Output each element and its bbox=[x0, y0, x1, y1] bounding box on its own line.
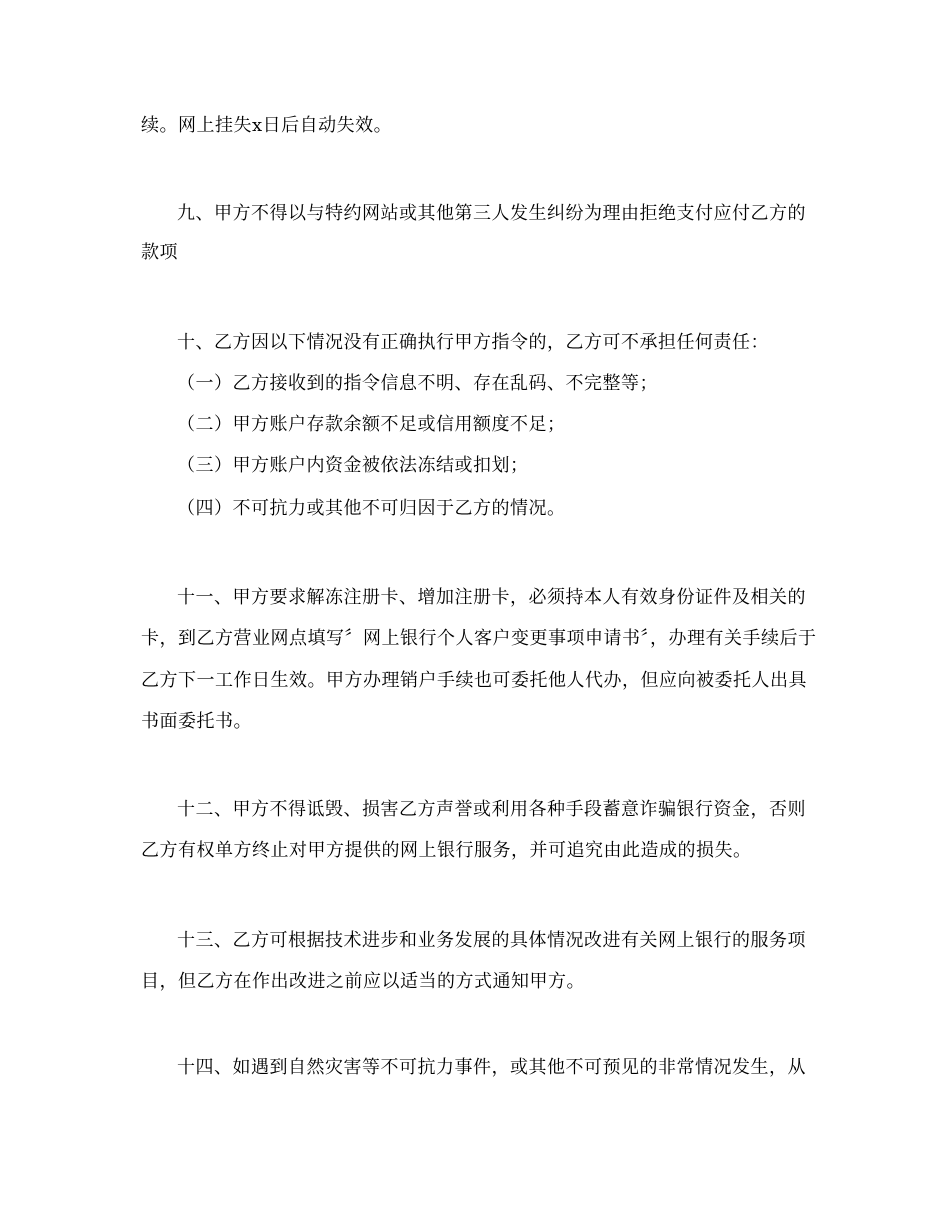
clause-11-line-2: 卡，到乙方营业网点填写〞网上银行个人客户变更事项申请书〞，办理有关手续后于 bbox=[141, 628, 817, 649]
continuation-text: 续。网上挂失x日后自动失效。 bbox=[141, 115, 393, 136]
clause-12-line-2: 乙方有权单方终止对甲方提供的网上银行服务，并可追究由此造成的损失。 bbox=[141, 840, 752, 861]
clause-10-item-2: （二）甲方账户存款余额不足或信用额度不足； bbox=[177, 414, 566, 435]
clause-13-line-2: 目，但乙方在作出改进之前应以适当的方式通知甲方。 bbox=[141, 971, 585, 992]
clause-10-item-1: （一）乙方接收到的指令信息不明、存在乱码、不完整等； bbox=[177, 373, 658, 394]
clause-11-line-1: 十一、甲方要求解冻注册卡、增加注册卡，必须持本人有效身份证件及相关的 bbox=[177, 587, 806, 608]
clause-9-line-2: 款项 bbox=[141, 242, 178, 263]
clause-14-line-1: 十四、如遇到自然灾害等不可抗力事件，或其他不可预见的非常情况发生，从 bbox=[177, 1057, 806, 1078]
clause-10-item-4: （四）不可抗力或其他不可归因于乙方的情况。 bbox=[177, 498, 566, 519]
clause-13-line-1: 十三、乙方可根据技术进步和业务发展的具体情况改进有关网上银行的服务项 bbox=[177, 930, 806, 951]
clause-12-line-1: 十二、甲方不得诋毁、损害乙方声誉或利用各种手段蓄意诈骗银行资金，否则 bbox=[177, 799, 806, 820]
clause-10-intro: 十、乙方因以下情况没有正确执行甲方指令的，乙方可不承担任何责任： bbox=[177, 332, 769, 353]
clause-11-line-4: 书面委托书。 bbox=[141, 711, 252, 732]
clause-10-item-3: （三）甲方账户内资金被依法冻结或扣划； bbox=[177, 455, 529, 476]
clause-9-line-1: 九、甲方不得以与特约网站或其他第三人发生纠纷为理由拒绝支付应付乙方的 bbox=[177, 203, 806, 224]
clause-11-line-3: 乙方下一工作日生效。甲方办理销户手续也可委托他人代办，但应向被委托人出具 bbox=[141, 670, 807, 691]
